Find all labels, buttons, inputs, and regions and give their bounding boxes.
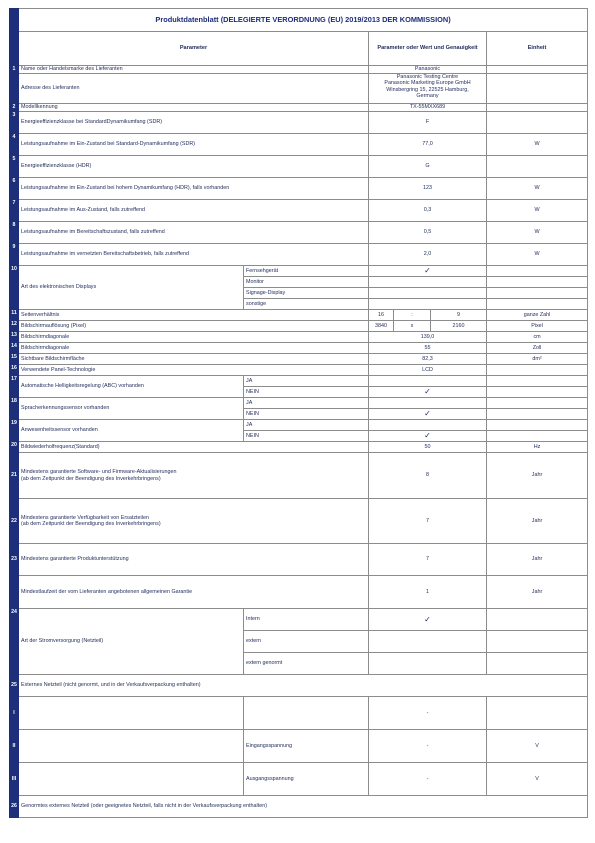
presence-sensor-label: Anwesenheitssensor vorhanden bbox=[19, 420, 244, 442]
check-icon: ✓ bbox=[369, 609, 487, 631]
power-standby-unit: W bbox=[487, 222, 588, 244]
external-psu-heading: Externes Netzteil (nicht genormt, und in der Verkaufsverpackung enthalten) bbox=[19, 675, 588, 697]
energy-class-sdr-value: F bbox=[369, 112, 487, 134]
row-number: 26 bbox=[10, 796, 19, 818]
resolution-label: Bildschirmauflösung (Pixel) bbox=[19, 321, 369, 332]
diagonal-cm-unit: cm bbox=[487, 332, 588, 343]
visible-area-label: Sichtbare Bildschirmfläche bbox=[19, 354, 369, 365]
power-networked-label: Leistungsaufnahme im vernetzten Bereitschaftsbetrieb, falls zutreffend bbox=[19, 244, 369, 266]
row-number: 20 bbox=[10, 442, 19, 453]
sheet-title: Produktdatenblatt (DELEGIERTE VERORDNUNG (EU) 2019/2013 DER KOMMISSION) bbox=[19, 9, 588, 32]
supplier-address-label: Adresse des Lieferanten bbox=[19, 74, 369, 104]
row-number: 6 bbox=[10, 178, 19, 200]
product-support-value: 7 bbox=[369, 544, 487, 576]
row-number: 24 bbox=[10, 609, 19, 675]
display-type-option: sonstige bbox=[244, 299, 369, 310]
check-icon: ✓ bbox=[369, 387, 487, 398]
external-psu-i-value: - bbox=[369, 697, 487, 730]
power-off-label: Leistungsaufnahme im Aus-Zustand, falls zutreffend bbox=[19, 200, 369, 222]
check-icon: ✓ bbox=[369, 431, 487, 442]
spare-parts-label: Mindestens garantierte Verfügbarkeit von Ersatzteilen (ab dem Zeitpunkt der Beendigung des Inverkehrbringens) bbox=[19, 499, 369, 544]
input-voltage-value: - bbox=[369, 730, 487, 763]
diagonal-inch-value: 55 bbox=[369, 343, 487, 354]
visible-area-unit: dm² bbox=[487, 354, 588, 365]
diagonal-cm-value: 139,0 bbox=[369, 332, 487, 343]
row-number: 13 bbox=[10, 332, 19, 343]
power-supply-option: extern genormt bbox=[244, 653, 369, 675]
row-number: 11 bbox=[10, 310, 19, 321]
visible-area-value: 82,3 bbox=[369, 354, 487, 365]
panel-technology-value: LCD bbox=[369, 365, 487, 376]
power-off-unit: W bbox=[487, 200, 588, 222]
header-unit: Einheit bbox=[487, 32, 588, 66]
output-voltage-label: Ausgangsspannung bbox=[244, 763, 369, 796]
row-number: III bbox=[10, 763, 19, 796]
row-number: 1 bbox=[10, 66, 19, 74]
power-standby-value: 0,5 bbox=[369, 222, 487, 244]
power-hdr-label: Leistungsaufnahme im Ein-Zustand bei hohem Dynamikumfang (HDR), falls vorhanden bbox=[19, 178, 369, 200]
display-type-label: Art des elektronischen Displays bbox=[19, 266, 244, 310]
display-type-option: Monitor bbox=[244, 277, 369, 288]
row-number: 25 bbox=[10, 675, 19, 697]
row-number: 9 bbox=[10, 244, 19, 266]
input-voltage-unit: V bbox=[487, 730, 588, 763]
input-voltage-label: Eingangsspannung bbox=[244, 730, 369, 763]
power-sdr-value: 77,0 bbox=[369, 134, 487, 156]
row-number: 15 bbox=[10, 354, 19, 365]
aspect-ratio-unit: ganze Zahl bbox=[487, 310, 588, 321]
power-sdr-label: Leistungsaufnahme im Ein-Zustand bei Standard-Dynamikumfang (SDR) bbox=[19, 134, 369, 156]
refresh-rate-value: 50 bbox=[369, 442, 487, 453]
resolution-unit: Pixel bbox=[487, 321, 588, 332]
row-number: 21 bbox=[10, 453, 19, 499]
resolution-width: 3840 bbox=[369, 321, 394, 332]
voice-sensor-nein: NEIN bbox=[244, 409, 369, 420]
diagonal-cm-label: Bildschirmdiagonale bbox=[19, 332, 369, 343]
row-number: 8 bbox=[10, 222, 19, 244]
abc-ja: JA bbox=[244, 376, 369, 387]
software-updates-label: Mindestens garantierte Software- und Firmware-Aktualisierungen (ab dem Zeitpunkt der Beendigung des Inverkehrbringens) bbox=[19, 453, 369, 499]
supplier-address-value: Panasonic Testing Centre Panasonic Marketing Europe GmbH Winsbergring 15, 22525 Hamburg, Germany bbox=[369, 74, 487, 104]
product-support-unit: Jahr bbox=[487, 544, 588, 576]
software-updates-unit: Jahr bbox=[487, 453, 588, 499]
warranty-unit: Jahr bbox=[487, 576, 588, 609]
panel-technology-label: Verwendete Panel-Technologie bbox=[19, 365, 369, 376]
display-type-option: Fernsehgerät bbox=[244, 266, 369, 277]
product-data-sheet bbox=[9, 8, 587, 843]
aspect-ratio-label: Seitenverhältnis bbox=[19, 310, 369, 321]
power-supply-option: Intern bbox=[244, 609, 369, 631]
power-hdr-value: 123 bbox=[369, 178, 487, 200]
diagonal-inch-unit: Zoll bbox=[487, 343, 588, 354]
power-off-value: 0,3 bbox=[369, 200, 487, 222]
row-number: 22 bbox=[10, 499, 19, 544]
software-updates-value: 8 bbox=[369, 453, 487, 499]
check-icon: ✓ bbox=[369, 266, 487, 277]
model-id-label: Modellkennung bbox=[19, 104, 369, 112]
power-networked-value: 2,0 bbox=[369, 244, 487, 266]
presence-sensor-ja: JA bbox=[244, 420, 369, 431]
voice-sensor-ja: JA bbox=[244, 398, 369, 409]
supplier-name-label: Name oder Handelsmarke des Lieferanten bbox=[19, 66, 369, 74]
resolution-sep: x bbox=[394, 321, 431, 332]
row-number: 18 bbox=[10, 398, 19, 420]
standard-psu-heading: Genormtes externes Netzteil (oder geeignetes Netzteil, falls nicht in der Verkaufsverpackung enthalten) bbox=[19, 796, 588, 818]
supplier-name-value: Panasonic bbox=[369, 66, 487, 74]
display-type-option: Signage-Display bbox=[244, 288, 369, 299]
row-number: 23 bbox=[10, 544, 19, 576]
energy-class-hdr-value: G bbox=[369, 156, 487, 178]
presence-sensor-nein: NEIN bbox=[244, 431, 369, 442]
spare-parts-value: 7 bbox=[369, 499, 487, 544]
row-number: 19 bbox=[10, 420, 19, 442]
warranty-value: 1 bbox=[369, 576, 487, 609]
power-hdr-unit: W bbox=[487, 178, 588, 200]
power-standby-label: Leistungsaufnahme im Bereitschaftszustand, falls zutreffend bbox=[19, 222, 369, 244]
aspect-ratio-sep: : bbox=[394, 310, 431, 321]
check-icon: ✓ bbox=[369, 409, 487, 420]
aspect-ratio-b: 9 bbox=[431, 310, 487, 321]
data-table bbox=[9, 8, 588, 818]
product-support-label: Mindestens garantierte Produktunterstützung bbox=[19, 544, 369, 576]
spare-parts-unit: Jahr bbox=[487, 499, 588, 544]
refresh-rate-label: Bildwiederholfrequenz(Standard) bbox=[19, 442, 369, 453]
power-sdr-unit: W bbox=[487, 134, 588, 156]
diagonal-inch-label: Bildschirmdiagonale bbox=[19, 343, 369, 354]
power-supply-type-label: Art der Stromversorgung (Netzteil) bbox=[19, 609, 244, 675]
abc-label: Automatische Helligkeitsregelung (ABC) vorhanden bbox=[19, 376, 244, 398]
aspect-ratio-a: 16 bbox=[369, 310, 394, 321]
warranty-label: Mindestlaufzeit der vom Lieferanten angebotenen allgemeinen Garantie bbox=[19, 576, 369, 609]
row-number: 14 bbox=[10, 343, 19, 354]
output-voltage-unit: V bbox=[487, 763, 588, 796]
row-number: 16 bbox=[10, 365, 19, 376]
row-number: 3 bbox=[10, 112, 19, 134]
row-number: I bbox=[10, 697, 19, 730]
refresh-rate-unit: Hz bbox=[487, 442, 588, 453]
header-parameter: Parameter bbox=[19, 32, 369, 66]
abc-nein: NEIN bbox=[244, 387, 369, 398]
row-number: 4 bbox=[10, 134, 19, 156]
row-number: 17 bbox=[10, 376, 19, 398]
power-supply-option: extern bbox=[244, 631, 369, 653]
row-number: 10 bbox=[10, 266, 19, 310]
header-value: Parameter oder Wert und Genauigkeit bbox=[369, 32, 487, 66]
model-id-value: TX-55MXX689 bbox=[369, 104, 487, 112]
voice-sensor-label: Spracherkennungssensor vorhanden bbox=[19, 398, 244, 420]
energy-class-sdr-label: Energieeffizienzklasse bei StandardDynamikumfang (SDR) bbox=[19, 112, 369, 134]
output-voltage-value: - bbox=[369, 763, 487, 796]
row-number: 12 bbox=[10, 321, 19, 332]
row-number: 5 bbox=[10, 156, 19, 178]
row-number: II bbox=[10, 730, 19, 763]
resolution-height: 2160 bbox=[431, 321, 487, 332]
energy-class-hdr-label: Energieeffizienzklasse (HDR) bbox=[19, 156, 369, 178]
row-number: 2 bbox=[10, 104, 19, 112]
power-networked-unit: W bbox=[487, 244, 588, 266]
row-number: 7 bbox=[10, 200, 19, 222]
